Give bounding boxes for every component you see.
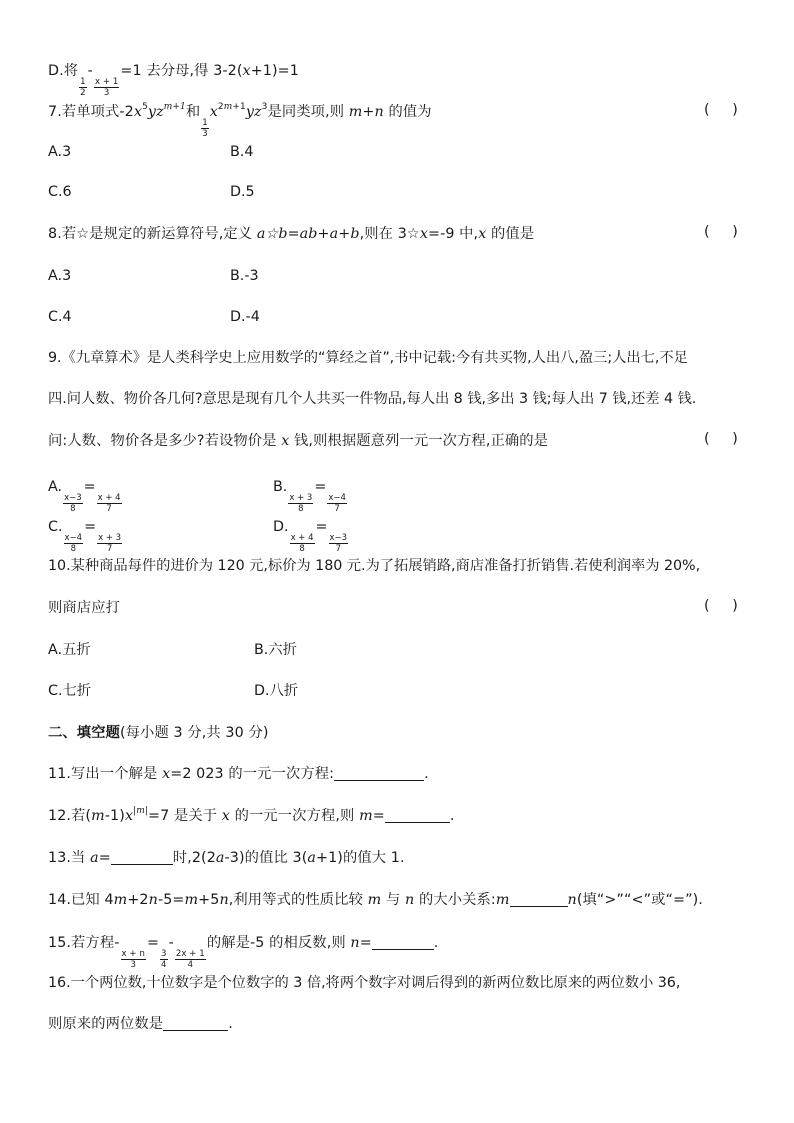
exponent: 5 [142,102,148,112]
numerator: x + 3 [289,493,313,503]
numerator: x + 1 [94,77,119,87]
fraction [329,533,349,554]
text: . [228,1016,233,1032]
answer-blank[interactable] [163,1016,228,1031]
text: +5 [198,892,220,908]
answer-blank[interactable] [372,935,434,950]
var: m [359,808,373,824]
text: 的一元一次方程,则 [229,808,360,824]
question-9-line-3 [48,431,748,451]
text: -3)的值比 3( [224,850,308,866]
text: = [372,808,385,824]
var: a☆b=ab+a+b [256,226,360,242]
question-8 [48,224,748,244]
var: x [419,226,428,242]
text: +2 [127,892,149,908]
answer-blank[interactable] [111,850,173,865]
var: x [162,766,171,782]
answer-blank[interactable] [334,766,424,781]
fraction [97,493,122,514]
text: . [433,935,439,951]
text: 和 [185,104,201,120]
answer-blank[interactable] [510,892,568,907]
text: 时,2(2 [172,850,216,866]
var: m [223,102,233,112]
exponent: 3 [261,102,268,112]
var: n [148,892,158,908]
var: n [567,892,577,908]
text: 则原来的两位数是 [48,1016,164,1032]
text: 的解是-5 的相反数,则 [206,935,351,951]
denominator: 3 [130,960,136,970]
numerator: x−4 [328,493,346,503]
text: 钱,则根据题意列一元一次方程,正确的是 [289,433,549,449]
option-label: C. [48,519,63,535]
text: ,则在 3☆ [359,226,420,242]
var: yz [147,104,164,120]
var: m+n [348,104,384,120]
section-heading [48,723,748,743]
denominator: 4 [187,960,194,970]
text: = [98,850,111,866]
fraction [175,949,206,970]
fraction [63,493,83,514]
q9-option-b[interactable]: B. $\frac{x + 3}{8}$ = $\frac{x-4}{7}$ [273,479,346,514]
denominator: 7 [106,504,112,514]
question-9-line-1: 9.《九章算术》是人类科学史上应用数学的“算经之首”,书中记载:今有共买物,人出八,盈三;人出七,不足 [48,350,688,366]
var: m [91,808,105,824]
text: 的大小关系: [414,892,496,908]
question-10-line-1: 10.某种商品每件的进价为 120 元,标价为 180 元.为了拓展销路,商店准备打折销售.若使利润率为 20%, [48,558,701,574]
option-label: A. [48,479,63,495]
var: x [478,226,487,242]
question-7 [48,102,748,139]
fraction [160,949,168,970]
q10-option-d[interactable]: D.八折 [254,683,299,699]
text: 与 [381,892,405,908]
denominator: 8 [70,504,76,514]
text: +1)=1 [250,63,299,79]
text: +1)的值大 1. [316,850,405,866]
var: x [133,104,143,120]
q6-option-d [48,61,748,98]
q7-option-b[interactable]: B.4 [230,144,254,160]
denominator: 7 [106,544,113,554]
text: 是同类项,则 [267,104,349,120]
question-13 [48,848,748,868]
text: =2 023 的一元一次方程: [170,766,335,782]
numerator: x−3 [329,533,348,543]
option-label: B. [273,479,288,495]
var: m [367,892,382,908]
exponent [133,806,148,816]
text: 的值是 [486,226,535,242]
text: . [449,808,455,824]
var: n [219,892,229,908]
question-15 [48,933,748,970]
denominator: 3 [202,129,208,139]
text: =-9 中, [427,226,479,242]
numerator: x + 4 [290,533,314,543]
text: -1) [104,808,125,824]
fraction [201,118,209,139]
var: m [184,892,199,908]
q7-option-c[interactable]: C.6 [48,184,72,200]
fraction [64,533,84,554]
text: (填“>”“<”或“=”). [576,892,703,908]
text: 2 [217,102,224,112]
q9-option-c[interactable]: C. $\frac{x-4}{8}$ = $\frac{x + 3}{7}$ [48,519,122,554]
answer-bracket[interactable]: ( ) [704,224,738,240]
fraction [94,77,119,98]
text: 15.若方程- [48,935,120,951]
question-16-line-1: 16.一个两位数,十位数字是个位数字的 3 倍,将两个数字对调后得到的新两位数比原来的两位数小 36, [48,975,681,991]
var: a [215,850,225,866]
answer-bracket[interactable]: ( ) [704,431,738,447]
numerator: x + 4 [97,493,121,503]
text: = [146,935,160,951]
text: 11.写出一个解是 [48,766,163,782]
q10-option-a[interactable]: A.五折 [48,642,91,658]
numerator: x + n [121,949,145,959]
fraction [327,493,347,514]
text: =7 是关于 [148,808,222,824]
var: x [281,433,290,449]
q9-option-d[interactable]: D. $\frac{x + 4}{8}$ = $\frac{x-3}{7}$ [273,519,348,554]
fraction [290,533,315,554]
var: a [90,850,99,866]
fraction [121,949,146,970]
numerator: 1 [80,77,86,87]
question-9-line-2: 四.问人数、物价各几何?意思是现有几个人共买一件物品,每人出 8 钱,多出 3 钱;每人出 7 钱,还差 4 钱. [48,391,697,407]
text: D.将 [48,63,79,79]
exponent [218,102,246,112]
text: 7.若单项式-2 [48,104,134,120]
text: - [87,63,93,79]
denominator: 2 [80,88,86,98]
question-16-line-2 [48,1014,748,1034]
answer-bracket[interactable]: ( ) [704,102,738,118]
q7-option-a[interactable]: A.3 [48,144,72,160]
denominator: 8 [299,544,305,554]
q9-option-a[interactable]: A. $\frac{x-3}{8}$ = $\frac{x + 4}{7}$ [48,479,121,514]
text: 14.已知 4 [48,892,114,908]
denominator: 8 [70,544,77,554]
numerator: x−3 [64,493,82,503]
option-label: D. [273,519,289,535]
var: n [350,935,360,951]
var: x [242,63,251,79]
q8-option-a[interactable]: A.3 [48,268,72,284]
text: =1 去分母,得 3-2( [120,63,243,79]
var: yz [245,104,262,120]
answer-blank[interactable] [385,808,450,823]
denominator: 7 [335,544,341,554]
q7-option-d[interactable]: D.5 [230,184,255,200]
q8-option-d[interactable]: D.-4 [230,309,260,325]
var: |m| [133,806,149,816]
section-note: (每小题 3 分,共 30 分) [119,725,269,741]
var: x [221,808,230,824]
var: m [495,892,510,908]
q10-option-b[interactable]: B.六折 [254,642,297,658]
text: - [168,935,174,951]
numerator: 1 [202,118,208,128]
text: = [359,935,372,951]
text: -5= [157,892,185,908]
question-14 [48,890,748,910]
denominator: 8 [298,504,304,514]
q8-option-b[interactable]: B.-3 [230,268,259,284]
q8-option-c[interactable]: C.4 [48,309,72,325]
text: 8.若☆是规定的新运算符号,定义 [48,226,257,242]
fraction [97,533,122,554]
text: 问:人数、物价各是多少?若设物价是 [48,433,282,449]
fraction [79,77,87,98]
question-12 [48,806,748,826]
var: m+1 [163,102,186,112]
exponent [164,102,186,112]
text: . [424,766,429,782]
var: m [113,892,128,908]
text: 的值为 [383,104,432,120]
question-10-line-2: 则商店应打 [48,600,120,616]
question-11 [48,764,748,784]
var: x [209,104,218,120]
denominator: 4 [161,960,167,970]
fraction [288,493,313,514]
section-title: 二、填空题 [48,725,120,741]
text: 13.当 [48,850,91,866]
text: 12.若( [48,808,92,824]
var: n [404,892,415,908]
answer-bracket[interactable]: ( ) [704,598,738,614]
denominator: 3 [103,88,110,98]
text: ,利用等式的性质比较 [228,892,368,908]
numerator: 3 [161,949,167,959]
numerator: x−4 [64,533,83,543]
numerator: x + 3 [98,533,122,543]
q10-option-c[interactable]: C.七折 [48,683,92,699]
numerator: 2x + 1 [175,949,205,959]
denominator: 7 [334,504,340,514]
var: a [307,850,317,866]
text: +1 [232,102,246,112]
var: x [124,808,134,824]
